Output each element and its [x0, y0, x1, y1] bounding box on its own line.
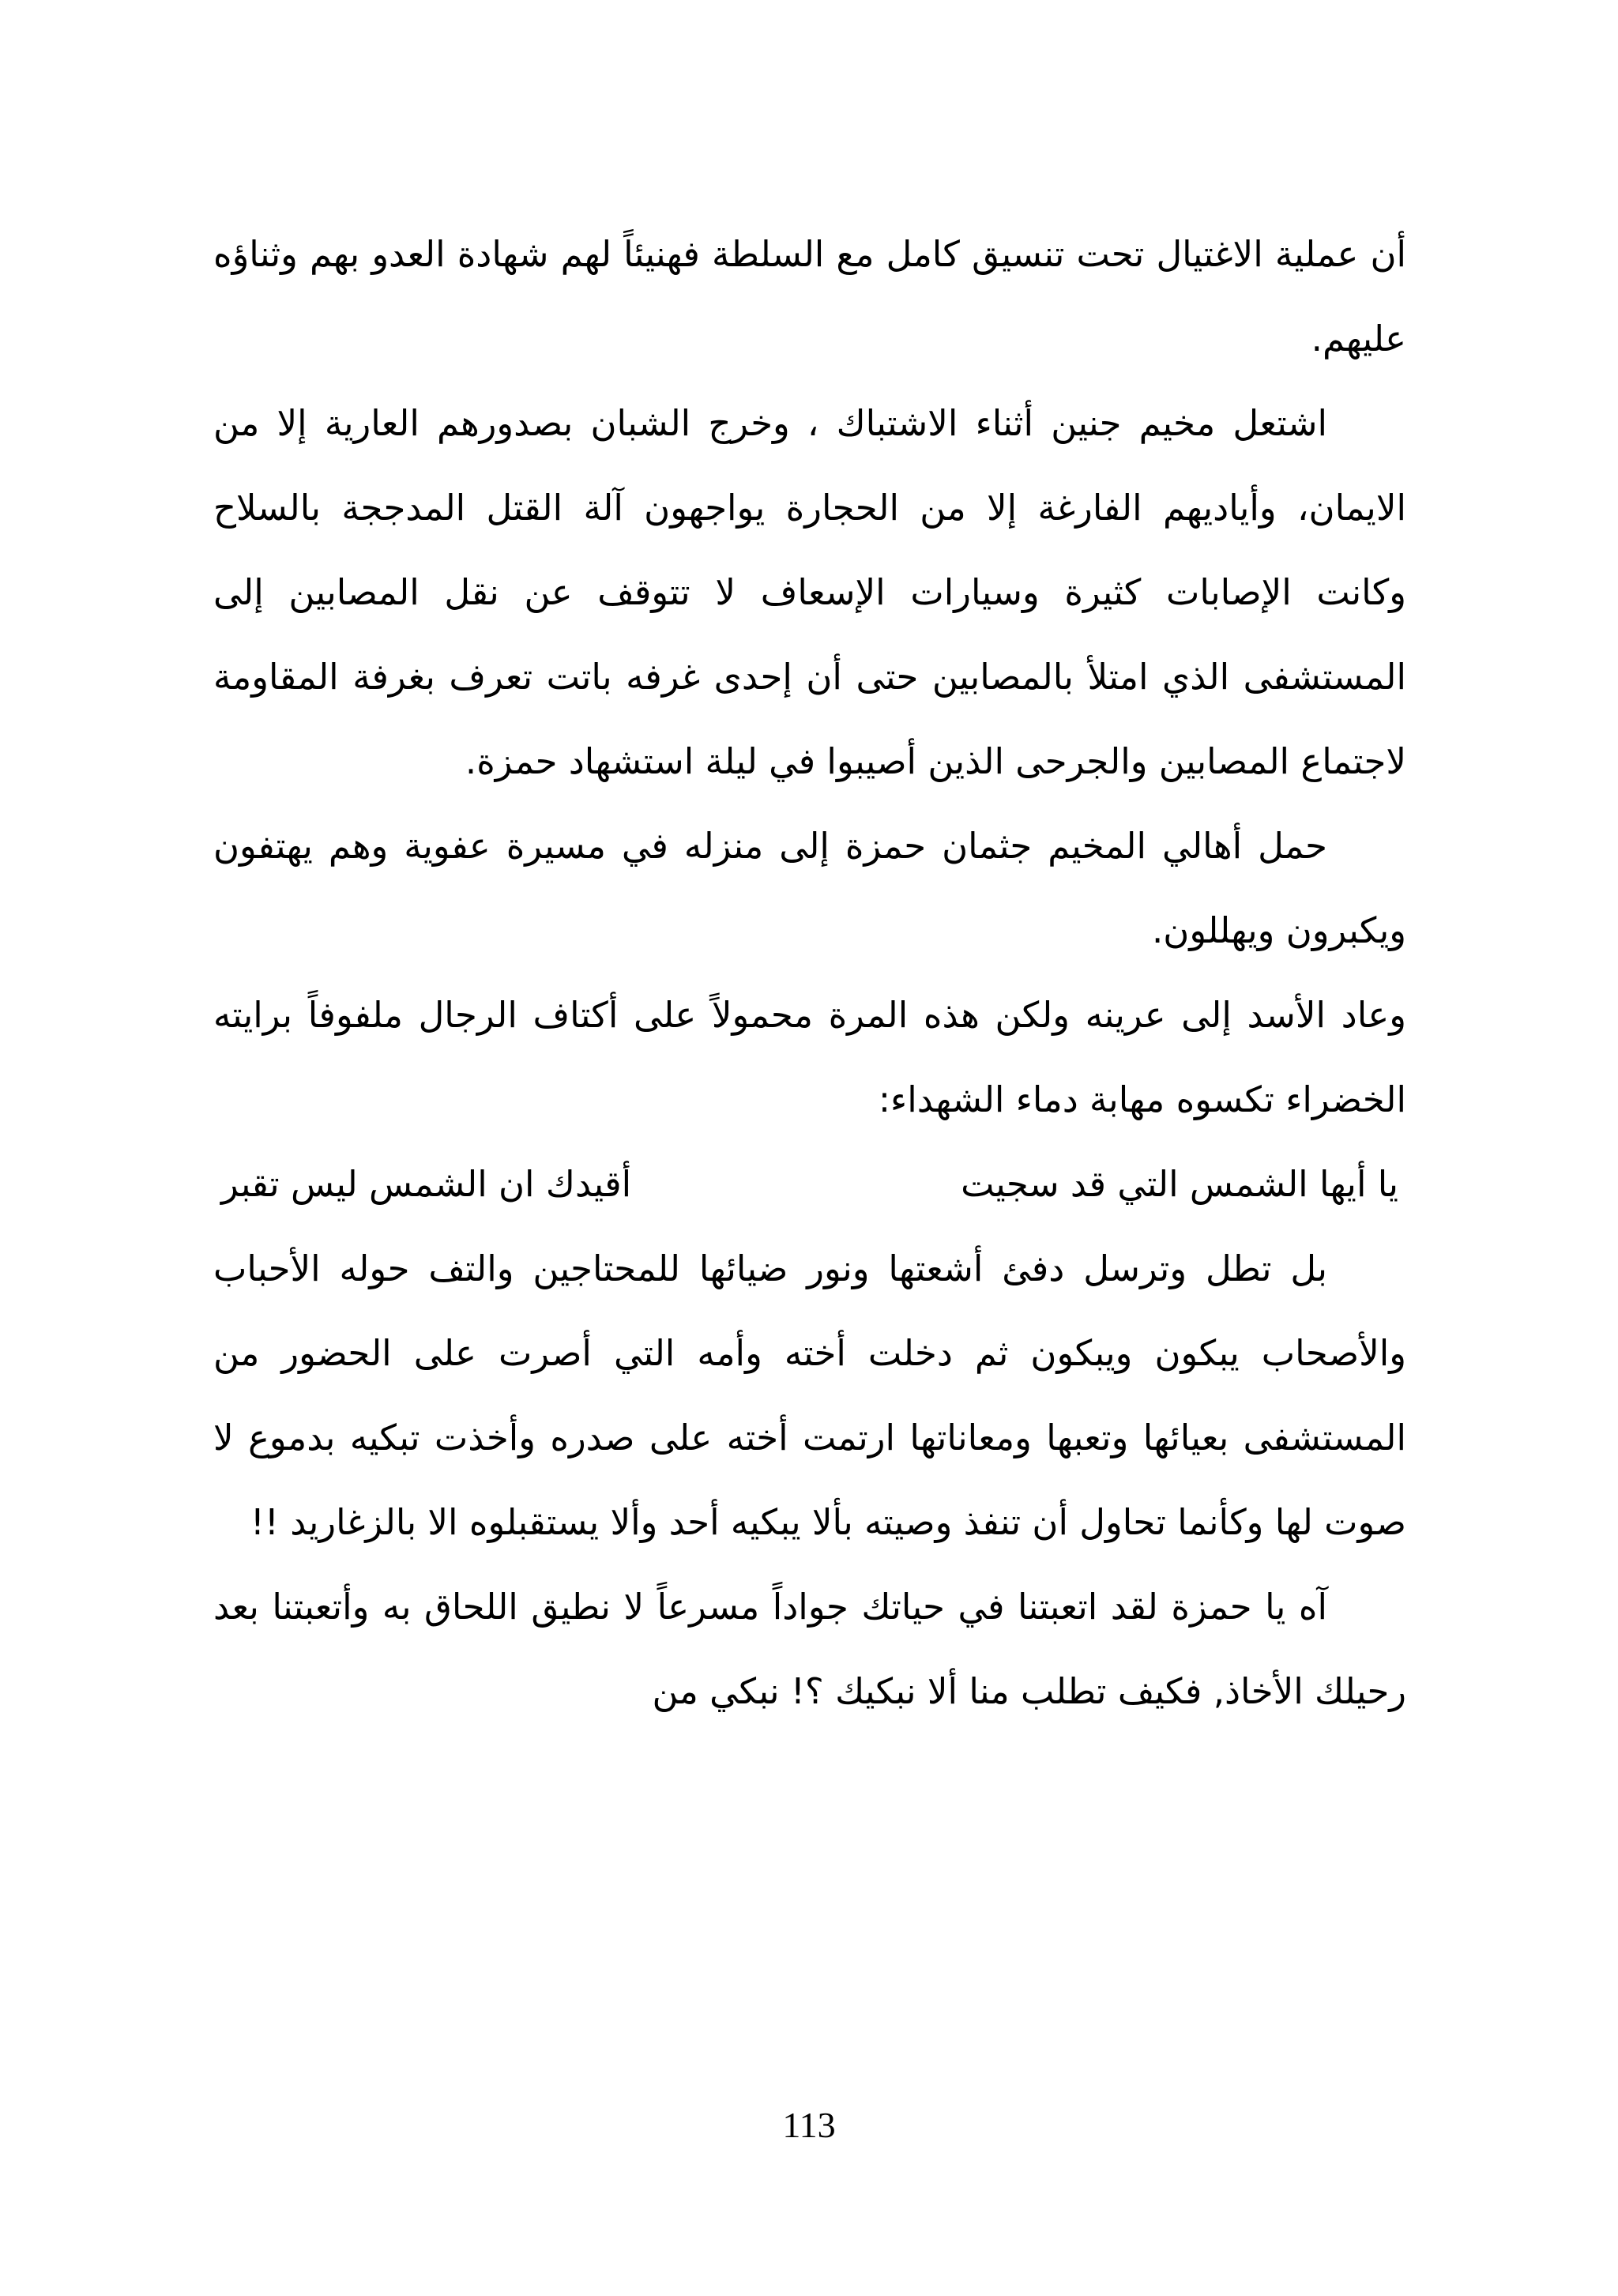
- paragraph-3: حمل أهالي المخيم جثمان حمزة إلى منزله في مسيرة عفوية وهم يهتفون ويكبرون ويهللون.: [213, 825, 1406, 951]
- paragraph-6: آه يا حمزة لقد اتعبتنا في حياتك جواداً مسرعاً لا نطيق اللحاق به وأتعبتنا بعد رحيلك الأخاذ, فكيف تطلب منا ألا نبكيك ؟! نبكي من: [213, 1586, 1406, 1712]
- paragraph-4: وعاد الأسد إلى عرينه ولكن هذه المرة محمولاً على أكتاف الرجال ملفوفاً برايته الخضراء تكسوه مهابة دماء الشهداء:: [213, 994, 1406, 1120]
- body-text: [213, 212, 1406, 1733]
- paragraph-2: اشتعل مخيم جنين أثناء الاشتباك ، وخرج الشبان بصدورهم العارية إلا من الايمان، وأياديهم الفارغة إلا من الحجارة يواجهون آلة القتل المدججة بالسلاح وكانت الإصابات كثيرة وسيارات الإسعاف لا تتوقف عن نقل المصابين إلى المستشفى الذي امتلأ بالمصابين حتى أن إحدى غرفه باتت تعرف بغرفة المقاومة لاجتماع المصابين والجرحى الذين أصيبوا في ليلة استشهاد حمزة.: [213, 402, 1406, 782]
- poem-second-hemistich: أقيدك ان الشمس ليس تقبر: [221, 1163, 632, 1205]
- page-number: 113: [782, 2105, 836, 2145]
- poem-verse: [213, 1142, 1406, 1226]
- paragraph-5: بل تطل وترسل دفئ أشعتها ونور ضيائها للمحتاجين والتف حوله الأحباب والأصحاب يبكون ويبكون ثم دخلت أخته وأمه التي أصرت على الحضور من المستشفى بعيائها وتعبها ومعاناتها ارتمت أخته على صدره وأخذت تبكيه بدموع لا صوت لها وكأنما تحاول أن تنفذ وصيته بألا يبكيه أحد وألا يستقبلوه الا بالزغاريد !!: [213, 1248, 1406, 1543]
- paragraph-1: أن عملية الاغتيال تحت تنسيق كامل مع السلطة فهنيئاً لهم شهادة العدو بهم وثناؤه عليهم.: [213, 233, 1406, 359]
- poem-first-hemistich: يا أيها الشمس التي قد سجيت: [961, 1163, 1398, 1205]
